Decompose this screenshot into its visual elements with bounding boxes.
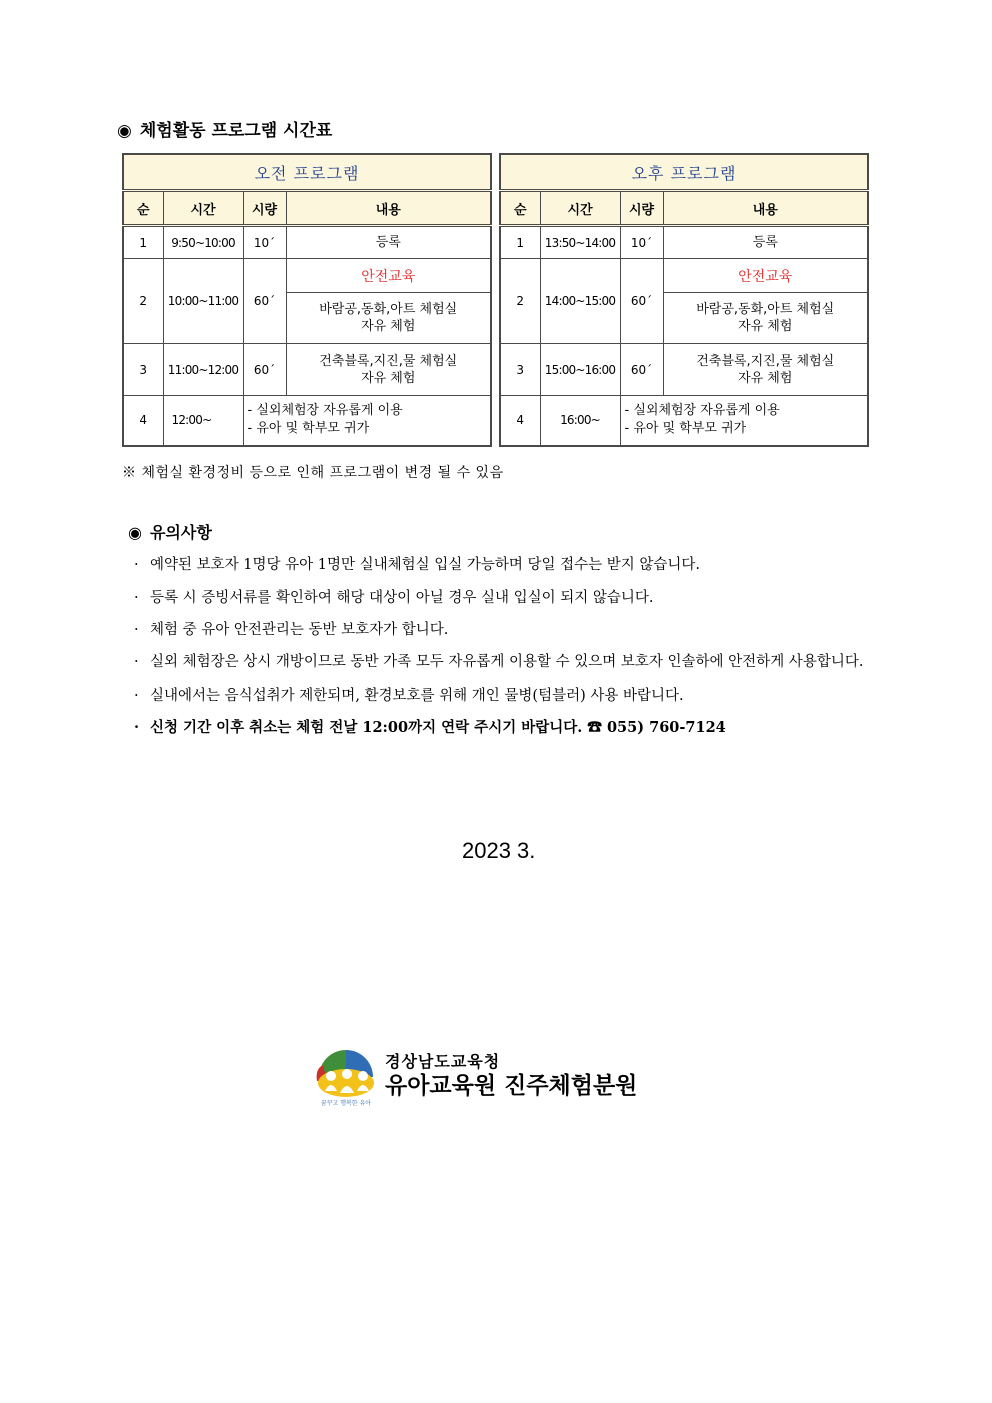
column-header-time: 시간 xyxy=(540,191,620,226)
cautions-title xyxy=(128,520,212,543)
column-header-time: 시간 xyxy=(163,191,243,226)
caution-item: · 실외 체험장은 상시 개방이므로 동반 가족 모두 자유롭게 이용할 수 있으며 보호자 인솔하에 안전하게 사용합니다. xyxy=(132,647,912,680)
schedule-section-title xyxy=(117,116,332,141)
logo-tagline: 꿈꾸고 행복한 유아 xyxy=(320,1100,372,1107)
row-time: 14:00~15:00 xyxy=(540,259,620,344)
target-bullet-icon: ◉ xyxy=(128,523,142,542)
content-line: - 유아 및 학부모 귀가 xyxy=(247,421,370,437)
cautions-title-text: 유의사항 xyxy=(149,523,212,542)
afternoon-schedule-table xyxy=(499,153,869,447)
row-no: 1 xyxy=(500,226,540,259)
afternoon-table-title: 오후 프로그램 xyxy=(500,154,868,191)
table-row xyxy=(123,226,491,259)
column-header-content: 내용 xyxy=(286,191,491,226)
row-time: 10:00~11:00 xyxy=(163,259,243,344)
caution-item: · 체험 중 유아 안전관리는 동반 보호자가 합니다. xyxy=(132,614,912,647)
row-no: 3 xyxy=(500,344,540,396)
caution-item-contact: · 신청 기간 이후 취소는 체험 전날 12:00까지 연락 주시기 바랍니다. ☎ 055) 760-7124 xyxy=(132,712,912,745)
table-row xyxy=(500,344,868,396)
caution-item: · 실내에서는 음식섭취가 제한되며, 환경보호를 위해 개인 물병(텀블러) 사용 바랍니다. xyxy=(132,680,912,713)
row-no: 1 xyxy=(123,226,163,259)
document-date: 2023 3. xyxy=(462,838,536,863)
row-content: 등록 xyxy=(663,226,868,259)
table-row xyxy=(500,396,868,446)
content-line: 자유 체험 xyxy=(361,370,416,386)
content-line: 건축블록,지진,물 체험실 xyxy=(696,353,835,369)
table-row xyxy=(123,396,491,446)
caution-item: · 등록 시 증빙서류를 확인하여 해당 대상이 아닐 경우 실내 입실이 되지 않습니다. xyxy=(132,582,912,615)
row-no: 4 xyxy=(123,396,163,446)
row-no: 2 xyxy=(500,259,540,344)
row-time: 15:00~16:00 xyxy=(540,344,620,396)
row-duration: 60´ xyxy=(620,259,663,344)
row-time: 9:50~10:00 xyxy=(163,226,243,259)
morning-table-title: 오전 프로그램 xyxy=(123,154,491,191)
table-row xyxy=(123,259,491,293)
column-header-duration: 시량 xyxy=(243,191,286,226)
row-time: 13:50~14:00 xyxy=(540,226,620,259)
schedule-title: 체험활동 프로그램 시간표 xyxy=(139,121,333,141)
row-content xyxy=(243,396,491,446)
row-duration: 60´ xyxy=(620,344,663,396)
row-content xyxy=(286,344,491,396)
row-duration: 10´ xyxy=(243,226,286,259)
content-line: - 실외체험장 자유롭게 이용 xyxy=(624,403,780,419)
cautions-list xyxy=(132,549,912,745)
table-row xyxy=(500,226,868,259)
row-content xyxy=(286,293,491,344)
organization-logo xyxy=(313,1047,683,1107)
column-header-duration: 시량 xyxy=(620,191,663,226)
row-duration: 60´ xyxy=(243,259,286,344)
table-row xyxy=(500,259,868,293)
row-no: 2 xyxy=(123,259,163,344)
logo-institution-name: 유아교육원 진주체험분원 xyxy=(385,1073,638,1099)
content-line: - 유아 및 학부모 귀가 xyxy=(624,421,747,437)
row-time: 11:00~12:00 xyxy=(163,344,243,396)
content-line: 건축블록,지진,물 체험실 xyxy=(319,353,458,369)
row-content: 등록 xyxy=(286,226,491,259)
row-time: 16:00~ xyxy=(540,396,620,446)
row-content xyxy=(663,344,868,396)
row-content xyxy=(620,396,868,446)
safety-education-label: 안전교육 xyxy=(663,259,868,293)
table-row xyxy=(123,344,491,396)
caution-item: · 예약된 보호자 1명당 유아 1명만 실내체험실 입실 가능하며 당일 접수는 받지 않습니다. xyxy=(132,549,912,582)
row-no: 4 xyxy=(500,396,540,446)
column-header-no: 순 xyxy=(500,191,540,226)
logo-emblem-icon xyxy=(313,1047,379,1107)
row-duration: 10´ xyxy=(620,226,663,259)
target-bullet-icon: ◉ xyxy=(117,121,132,141)
content-line: 자유 체험 xyxy=(738,319,793,334)
row-content xyxy=(663,293,868,344)
column-header-no: 순 xyxy=(123,191,163,226)
morning-schedule-table xyxy=(122,153,492,447)
content-line: - 실외체험장 자유롭게 이용 xyxy=(247,403,403,419)
content-line: 자유 체험 xyxy=(361,319,416,334)
safety-education-label: 안전교육 xyxy=(286,259,491,293)
content-line: 자유 체험 xyxy=(738,370,793,386)
content-line: 바람공,동화,아트 체험실 xyxy=(319,302,458,317)
logo-org-name: 경상남도교육청 xyxy=(385,1052,501,1071)
column-header-content: 내용 xyxy=(663,191,868,226)
row-duration: 60´ xyxy=(243,344,286,396)
schedule-change-note: ※ 체험실 환경정비 등으로 인해 프로그램이 변경 될 수 있음 xyxy=(122,465,504,481)
row-time: 12:00~ xyxy=(163,396,243,446)
content-line: 바람공,동화,아트 체험실 xyxy=(696,302,835,317)
row-no: 3 xyxy=(123,344,163,396)
